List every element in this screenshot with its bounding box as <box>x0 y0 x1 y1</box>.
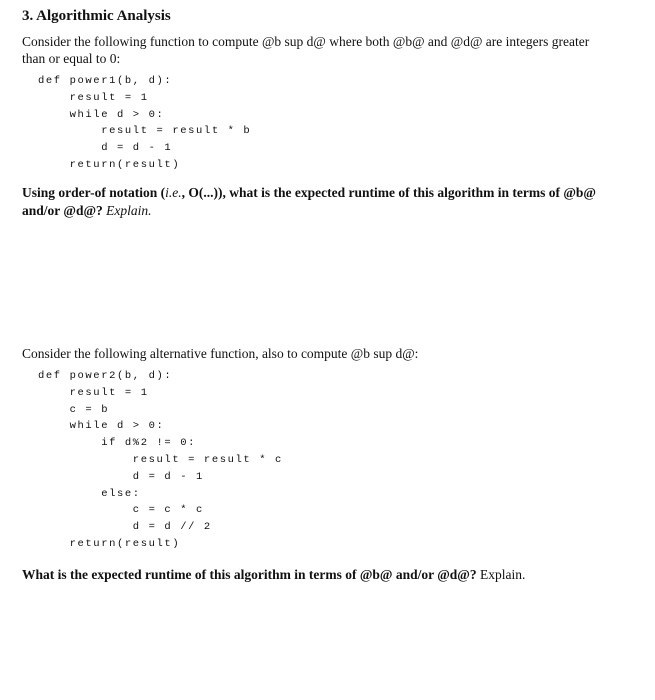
code-line: def power1(b, d): <box>38 75 173 87</box>
question-1-explain: Explain. <box>106 203 152 218</box>
question-1-text-c: and/or @d@? <box>22 203 107 218</box>
question-2-explain: Explain. <box>476 567 526 582</box>
code-line: d = d - 1 <box>38 470 204 483</box>
code-line: while d > 0: <box>38 420 165 433</box>
question-1-line-1 <box>22 184 596 201</box>
code-line: c = c * c <box>38 504 204 517</box>
code-block-power1 <box>38 73 251 174</box>
alternative-intro: Consider the following alternative function, also to compute @b sup d@: <box>22 346 419 361</box>
code-line: return(result) <box>38 537 181 550</box>
code-line: def power2(b, d): <box>38 370 173 382</box>
code-line: while d > 0: <box>38 108 165 121</box>
code-line: c = b <box>38 403 110 416</box>
intro-line-2: than or equal to 0: <box>22 51 121 66</box>
code-line: return(result) <box>38 158 181 171</box>
code-block-power2 <box>38 368 283 553</box>
intro-line-1: Consider the following function to compute @b sup d@ where both @b@ and @d@ are integers greater <box>22 34 590 49</box>
code-line: else: <box>38 487 141 500</box>
question-2-text: What is the expected runtime of this algorithm in terms of @b@ and/or @d@? <box>22 567 477 582</box>
code-line: result = result * c <box>38 453 283 466</box>
code-line: result = 1 <box>38 386 149 399</box>
question-1-text-b: , O(...)), what is the expected runtime of this algorithm in terms of @b@ <box>181 185 596 200</box>
question-1-text-a: Using order-of notation ( <box>22 185 166 200</box>
code-line: d = d - 1 <box>38 142 173 155</box>
code-line: d = d // 2 <box>38 521 212 534</box>
code-line: result = result * b <box>38 125 252 138</box>
section-title: 3. Algorithmic Analysis <box>22 8 171 24</box>
question-2 <box>22 566 525 583</box>
code-line: result = 1 <box>38 91 149 104</box>
question-1-ie: i.e. <box>165 185 182 200</box>
question-1-line-2 <box>22 202 152 219</box>
code-line: if d%2 != 0: <box>38 437 197 450</box>
